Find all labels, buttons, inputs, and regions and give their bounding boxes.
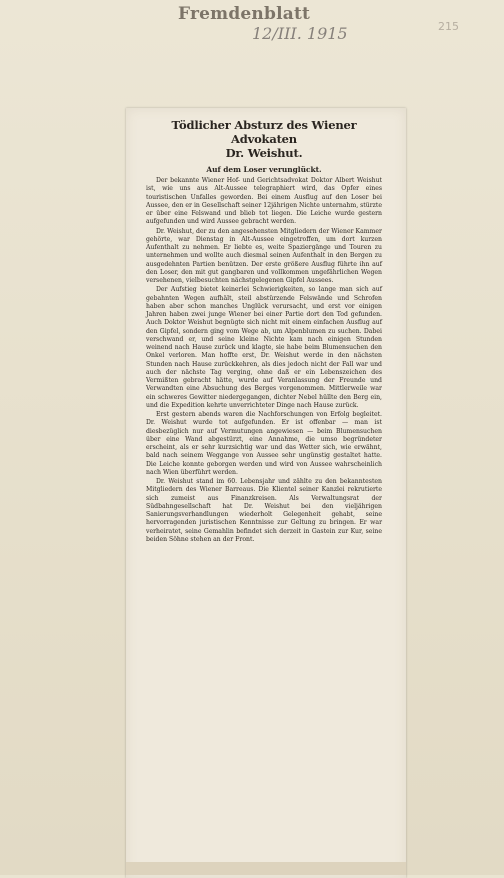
headline-line-1: Tödlicher Absturz des Wiener Advokaten bbox=[171, 118, 357, 146]
clipping-bottom-edge bbox=[126, 862, 406, 875]
article-headline bbox=[146, 118, 382, 160]
headline-line-2: Dr. Weishut. bbox=[225, 146, 303, 160]
article-paragraph-4: Erst gestern abends waren die Nachforschungen von Erfolg begleitet. Dr. Weishut wurde tot aufgefunden. Er ist offenbar — man ist diesbezüglich nur auf Vermutungen angewiesen — beim Blumensuchen über eine Wand abgestürzt, eine Annahme, die umso begründeter erscheint, als er sehr kurzsichtig war und das Wetter sich, wie erwähnt, bald nach seinem Weggange von Aussee sehr ungünstig gestaltet hatte. Die Leiche konnte geborgen werden und wird von Aussee wahrscheinlich nach Wien überführt werden. bbox=[146, 411, 382, 476]
newspaper-clipping bbox=[126, 108, 406, 878]
newspaper-name-stamp: Fremdenblatt bbox=[178, 4, 311, 24]
pencil-page-number: 215 bbox=[438, 20, 459, 33]
article-subheadline: Auf dem Loser verunglückt. bbox=[206, 165, 322, 174]
article-paragraph-3: Der Aufstieg bietet keinerlei Schwierigkeiten, so lange man sich auf gebahnten Wegen aufhält, steil abstürzende Felswände und Schrofen haben aber schon manches Unglück verursacht, und erst vor einigen Jahren haben zwei junge Wiener bei einer Partie dort den Tod gefunden. Auch Doktor Weishut begnügte sich nicht mit einem einfachen Ausflug auf den Gipfel, sondern ging vom Wege ab, um Alpenblumen zu suchen. Dabei verschwand er, und seine kleine Nichte kam nach einigen Stunden weinend nach Hause zurück und klagte, sie habe beim Blumensuchen den Onkel verloren. Man hoffte erst, Dr. Weishut werde in den nächsten Stunden nach Hause zurückkehren, als dies jedoch nicht der Fall war und auch der nächste Tag verging, ohne daß er ein Lebenszeichen des Vermißten gebracht hätte, wurde auf Veranlassung der Freunde und Verwandten eine Absuchung des Berges vorgenommen. Mittlerweile war ein schweres Gewitter niedergegangen, dichter Nebel hüllte den Berg ein, und die Expedition kehrte unverrichteter Dinge nach Hause zurück. bbox=[146, 286, 382, 409]
article-paragraph-5: Dr. Weishut stand im 60. Lebensjahr und zählte zu den bekanntesten Mitgliedern des Wiener Barreaus. Die Klientel seiner Kanzlei rekrutierte sich zumeist aus Finanzkreisen. Als Verwaltungsrat der Südbahngesellschaft hat Dr. Weishut bei den vieljährigen Sanierungsverhandlungen wiederholt Gelegenheit gehabt, seine hervorragenden juristischen Kenntnisse zur Geltung zu bringen. Er war verheiratet, seine Gemahlin befindet sich derzeit in Gastein zur Kur, seine beiden Söhne stehen an der Front. bbox=[146, 478, 382, 543]
article-paragraph-1: Der bekannte Wiener Hof- und Gerichtsadvokat Doktor Albert Weishut ist, wie uns aus Alt-Aussee telegraphiert wird, das Opfer eines touristischen Unfalles geworden. Bei einem Ausflug auf den Loser bei Aussee, den er in Gesellschaft seiner 12jährigen Nichte unternahm, stürzte er über eine Felswand und blieb tot liegen. Die Leiche wurde gestern aufgefunden und wird Aussee gebracht werden. bbox=[146, 177, 382, 226]
article-paragraph-2: Dr. Weishut, der zu den angesehensten Mitgliedern der Wiener Kammer gehörte, war Dienstag in Alt-Aussee eingetroffen, um dort kurzen Aufenthalt zu nehmen. Er liebte es, weite Spaziergänge und Touren zu unternehmen und wollte auch diesmal seinen Aufenthalt in den Bergen zu ausgedehnten Partien benützen. Der erste größere Ausflug führte ihn auf den Loser, den mit gut gangbaren und vollkommen ungefährlichen Wegen versehenen, vielbesuchten nächstgelegenen Gipfel Aussees. bbox=[146, 227, 382, 284]
article-column bbox=[146, 118, 382, 544]
handwritten-date: 12/III. 1915 bbox=[252, 24, 348, 43]
